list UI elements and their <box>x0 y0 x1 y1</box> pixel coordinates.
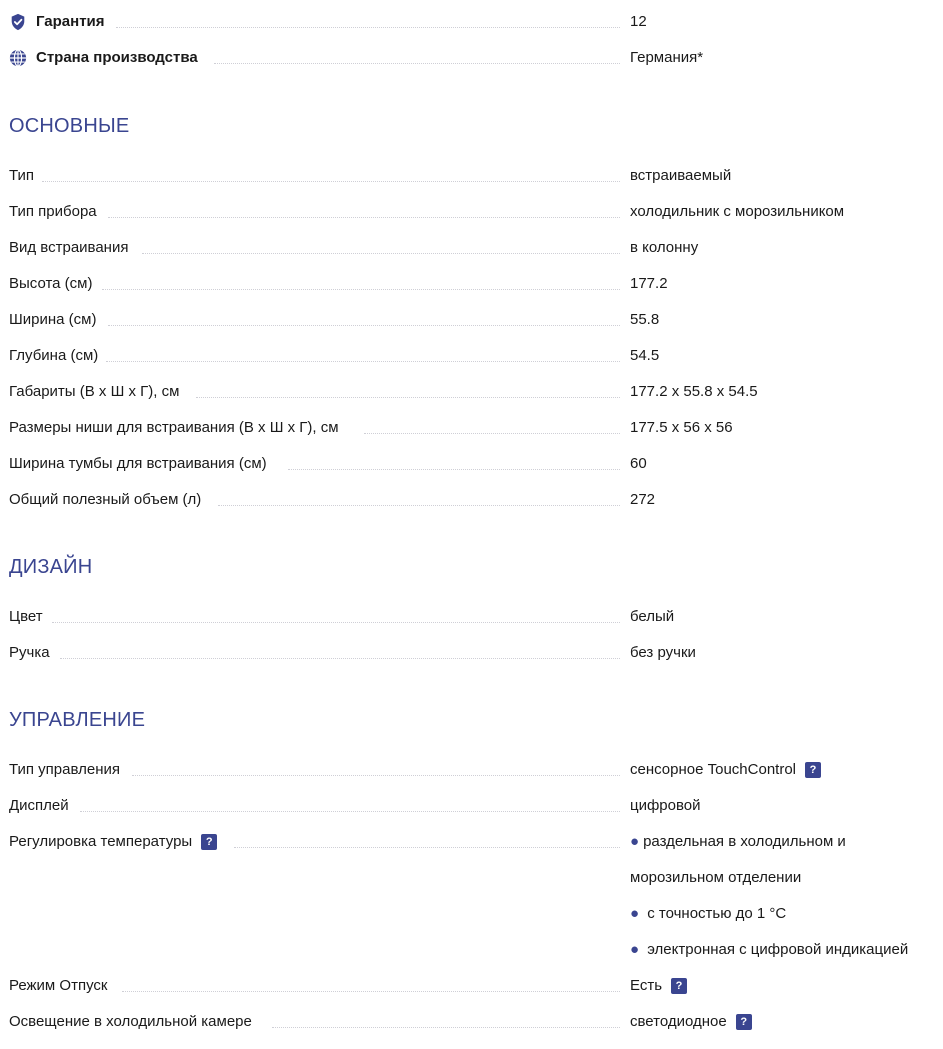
spec-label: Дисплей <box>9 797 69 814</box>
spec-row-warranty <box>0 4 943 40</box>
spec-label <box>9 12 105 32</box>
globe-icon <box>9 49 27 67</box>
spec-label: Тип управления <box>9 761 120 778</box>
spec-value <box>630 1012 752 1032</box>
leader-dots <box>214 62 620 64</box>
help-icon[interactable]: ? <box>736 1014 752 1030</box>
help-icon[interactable]: ? <box>201 834 217 850</box>
spec-value: в колонну <box>630 239 699 256</box>
spec-value-text: с точностью до 1 °С <box>647 905 787 922</box>
spec-label: Вид встраивания <box>9 239 129 256</box>
spec-value-line <box>630 832 846 852</box>
spec-label: Тип прибора <box>9 203 97 220</box>
spec-value: 55.8 <box>630 311 660 328</box>
leader-dots <box>80 810 620 812</box>
spec-label: Ширина тумбы для встраивания (см) <box>9 455 267 472</box>
spec-label-text: Гарантия <box>36 13 105 30</box>
leader-dots <box>106 360 620 362</box>
spec-label: Высота (см) <box>9 275 93 292</box>
spec-row <box>0 410 943 446</box>
spec-row <box>0 158 943 194</box>
spec-row <box>0 599 943 635</box>
leader-dots <box>234 846 620 848</box>
spec-value: Германия* <box>630 49 704 66</box>
spec-row <box>0 302 943 338</box>
spec-value: встраиваемый <box>630 167 732 184</box>
spec-label: Освещение в холодильной камере <box>9 1013 252 1030</box>
spec-label: Режим Отпуск <box>9 977 108 994</box>
spec-row <box>0 482 943 518</box>
leader-dots <box>116 26 620 28</box>
leader-dots <box>132 774 620 776</box>
spec-row <box>0 752 943 788</box>
spec-label <box>9 832 217 852</box>
spec-row <box>0 194 943 230</box>
leader-dots <box>42 180 620 182</box>
spec-label: Глубина (см) <box>9 347 99 364</box>
section-title-control: УПРАВЛЕНИЕ <box>9 709 146 731</box>
spec-value-text: Есть <box>630 977 663 994</box>
spec-row <box>0 968 943 1004</box>
leader-dots <box>288 468 620 470</box>
spec-row <box>0 374 943 410</box>
section-title-main: ОСНОВНЫЕ <box>9 115 130 137</box>
spec-value-line: морозильном отделении <box>630 869 802 886</box>
spec-value-text: сенсорное TouchControl <box>630 761 796 778</box>
spec-label: Ширина (см) <box>9 311 97 328</box>
spec-label: Цвет <box>9 608 43 625</box>
spec-row <box>0 1004 943 1040</box>
spec-row <box>0 788 943 824</box>
spec-value: холодильник с морозильником <box>630 203 845 220</box>
spec-value: 177.2 x 55.8 x 54.5 <box>630 383 758 400</box>
leader-dots <box>102 288 620 290</box>
leader-dots <box>60 657 620 659</box>
leader-dots <box>196 396 620 398</box>
spec-value <box>630 976 687 996</box>
help-icon[interactable]: ? <box>671 978 687 994</box>
spec-label-text: Страна производства <box>36 49 198 66</box>
help-icon[interactable]: ? <box>805 762 821 778</box>
spec-value: 177.2 <box>630 275 668 292</box>
leader-dots <box>108 216 620 218</box>
bullet-icon: ● <box>630 941 640 958</box>
leader-dots <box>364 432 620 434</box>
spec-label: Габариты (В х Ш х Г), см <box>9 383 180 400</box>
bullet-icon: ● <box>630 833 640 850</box>
spec-label: Тип <box>9 167 35 184</box>
spec-row <box>0 266 943 302</box>
spec-value: белый <box>630 608 675 625</box>
spec-row-country <box>0 40 943 76</box>
bullet-icon: ● <box>630 905 640 922</box>
spec-row <box>0 635 943 671</box>
spec-value: 177.5 x 56 x 56 <box>630 419 733 436</box>
spec-value-text: электронная с цифровой индикацией <box>647 941 909 958</box>
spec-value: 272 <box>630 491 656 508</box>
leader-dots <box>218 504 620 506</box>
spec-value: 12 <box>630 13 647 30</box>
spec-value: 54.5 <box>630 347 660 364</box>
section-title-design: ДИЗАЙН <box>9 556 93 578</box>
leader-dots <box>52 621 620 623</box>
spec-value: цифровой <box>630 797 701 814</box>
leader-dots <box>272 1026 620 1028</box>
shield-check-icon <box>9 13 27 31</box>
spec-value <box>630 760 821 780</box>
spec-label: Общий полезный объем (л) <box>9 491 202 508</box>
leader-dots <box>122 990 620 992</box>
spec-label: Ручка <box>9 644 50 661</box>
spec-row <box>0 338 943 374</box>
spec-label: Размеры ниши для встраивания (В х Ш х Г), см <box>9 419 339 436</box>
spec-value-line <box>630 904 786 924</box>
spec-label <box>9 48 198 68</box>
leader-dots <box>108 324 620 326</box>
spec-value-line <box>630 940 908 960</box>
spec-label-text: Регулировка температуры <box>9 833 193 850</box>
spec-value: без ручки <box>630 644 696 661</box>
spec-value-text: раздельная в холодильном и <box>643 833 846 850</box>
spec-value-text: светодиодное <box>630 1013 727 1030</box>
spec-row <box>0 446 943 482</box>
spec-row-temperature <box>0 824 943 860</box>
spec-value: 60 <box>630 455 647 472</box>
leader-dots <box>142 252 620 254</box>
spec-row <box>0 230 943 266</box>
